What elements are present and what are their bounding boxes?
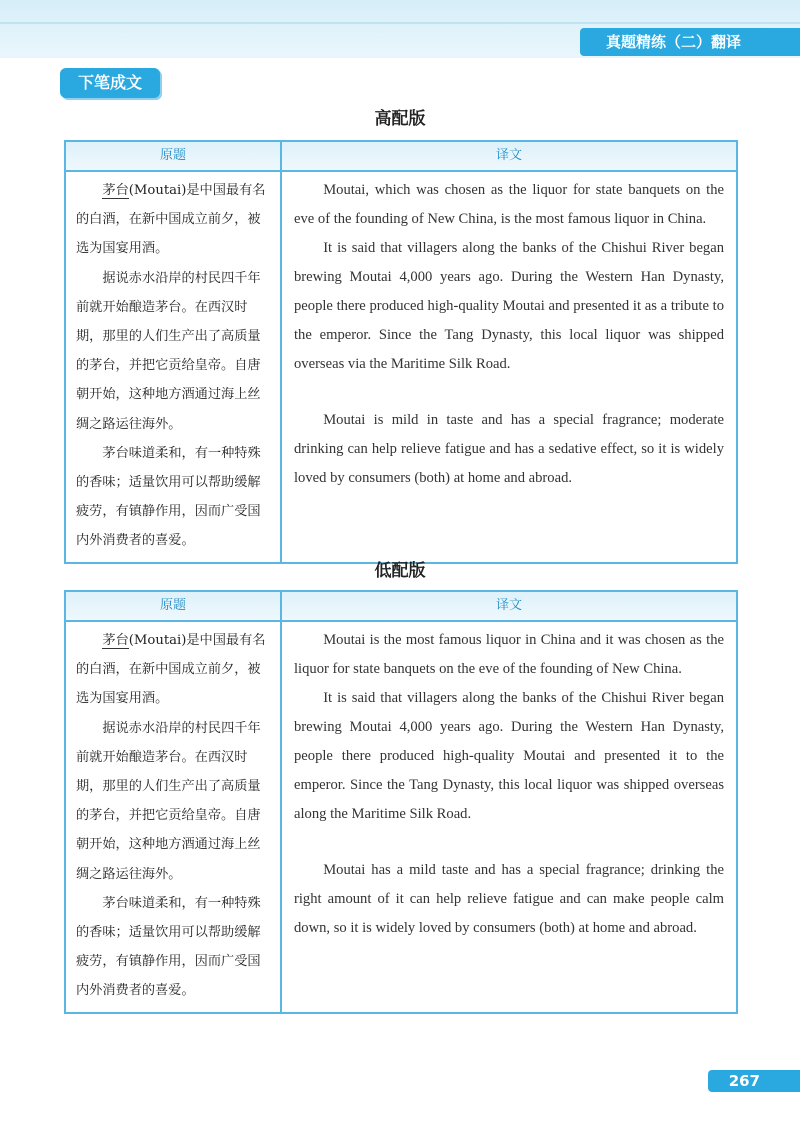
translation-cell xyxy=(282,622,736,1012)
top-band-stripe xyxy=(0,22,800,24)
table-body xyxy=(66,622,736,1012)
translation-paragraph: Moutai, which was chosen as the liquor for state banquets on the eve of the founding of New China, is the most famous liquor in China. xyxy=(294,182,724,227)
keyword: 茅台 xyxy=(102,633,129,648)
translation-column-header: 译文 xyxy=(495,598,522,613)
translation-paragraph: Moutai is the most famous liquor in China and it was chosen as the liquor for state banquets on the eve of the founding of New China. xyxy=(294,632,724,677)
translation-column-header: 译文 xyxy=(495,148,522,163)
translation-paragraph: It is said that villagers along the banks of the Chishui River began brewing Moutai 4,000 years ago. During the Western Han Dynasty, people there produced high-quality Moutai and presented it as a tribute to the emperor. Since the Tang Dynasty, this local liquor was shipped overseas via the Maritime Silk Road. xyxy=(294,240,724,372)
source-column-header: 原题 xyxy=(66,142,282,170)
source-text: 据说赤水沿岸的村民四千年前就开始酿造茅台。在西汉时期，那里的人们生产出了高质量的茅台，并把它贡给皇帝。自唐朝开始，这种地方酒通过海上丝绸之路运往海外。 xyxy=(76,270,261,432)
source-text: (Moutai)是中国最有名的白酒，在新中国成立前夕，被选为国宴用酒。 xyxy=(76,183,266,257)
source-paragraph xyxy=(76,889,272,1006)
source-paragraph xyxy=(76,176,272,264)
table-header xyxy=(66,592,736,622)
low-version-table xyxy=(64,590,738,1014)
intro-badge: 下笔成文 xyxy=(60,68,160,98)
translation-paragraph: Moutai is mild in taste and has a special fragrance; moderate drinking can help relieve fatigue and has a sedative effect, so it is widely loved by consumers (both) at home and abroad. xyxy=(294,412,724,486)
source-text: 茅台味道柔和，有一种特殊的香味；适量饮用可以帮助缓解疲劳，有镇静作用，因而广受国内外消费者的喜爱。 xyxy=(76,895,261,999)
keyword: 茅台 xyxy=(102,183,129,198)
source-text: (Moutai)是中国最有名的白酒，在新中国成立前夕，被选为国宴用酒。 xyxy=(76,633,266,707)
source-text: 茅台味道柔和，有一种特殊的香味；适量饮用可以帮助缓解疲劳，有镇静作用，因而广受国内外消费者的喜爱。 xyxy=(76,445,261,549)
source-column-header: 原题 xyxy=(66,592,282,620)
source-cell xyxy=(66,172,282,562)
table-body xyxy=(66,172,736,562)
section-tab: 真题精练（二）翻译 xyxy=(580,28,800,56)
source-paragraph xyxy=(76,264,272,439)
high-version-title: 高配版 xyxy=(374,109,426,129)
translation-cell xyxy=(282,172,736,562)
source-text: 据说赤水沿岸的村民四千年前就开始酿造茅台。在西汉时期，那里的人们生产出了高质量的茅台，并把它贡给皇帝。自唐朝开始，这种地方酒通过海上丝绸之路运往海外。 xyxy=(76,720,261,882)
source-cell xyxy=(66,622,282,1012)
source-paragraph xyxy=(76,626,272,714)
translation-paragraph: Moutai has a mild taste and has a special fragrance; drinking the right amount of it can help relieve fatigue and can make people calm down, so it is widely loved by consumers (both) at home and abroad. xyxy=(294,862,724,936)
high-version-table xyxy=(64,140,738,564)
table-header xyxy=(66,142,736,172)
source-paragraph xyxy=(76,714,272,889)
translation-paragraph: It is said that villagers along the banks of the Chishui River began brewing Moutai 4,000 years ago. During the Western Han Dynasty, people there produced high-quality Moutai and presented it to the emperor. Since the Tang Dynasty, this local liquor was shipped overseas along the Maritime Silk Road. xyxy=(294,690,724,822)
page-number: 267 xyxy=(728,1072,760,1090)
low-version-title: 低配版 xyxy=(374,561,426,581)
source-paragraph xyxy=(76,439,272,556)
